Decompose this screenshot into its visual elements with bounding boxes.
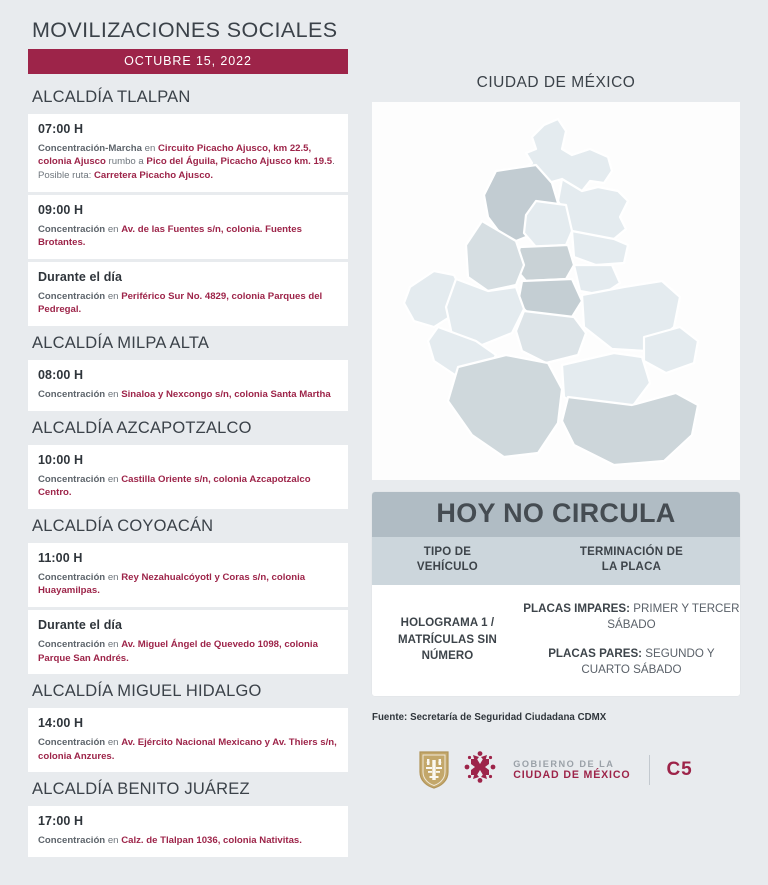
map-title: CIUDAD DE MÉXICO (476, 74, 636, 91)
event-description-part: en (105, 737, 122, 749)
cdmx-map-panel (372, 102, 740, 480)
event-description-part: en (105, 571, 122, 583)
column-header-plate-ending (523, 545, 740, 575)
source-note: Fuente: Secretaría de Seguridad Ciudadana CDMX (372, 712, 607, 724)
cdmx-shield-icon (419, 751, 449, 789)
mobilizations-column (28, 18, 348, 860)
government-wordmark-line2: CIUDAD DE MÉXICO (513, 768, 631, 781)
map-region-tlahuac (644, 327, 698, 373)
c5-logo: C5 (666, 759, 693, 781)
event-card (28, 708, 348, 772)
date-banner: OCTUBRE 15, 2022 (28, 49, 348, 74)
event-description-part: . Posible ruta: (38, 156, 335, 181)
column-header-vehicle-type-line1: TIPO DE (423, 546, 472, 558)
cdmx-map-icon (376, 105, 736, 477)
event-time: 14:00 H (38, 716, 84, 731)
event-description (38, 142, 338, 183)
event-card (28, 360, 348, 411)
event-card (28, 610, 348, 674)
vehicle-type-line2: MATRÍCULAS SIN (397, 633, 497, 646)
event-description-part: Castilla Oriente s/n, colonia Azcapotzalco Centro. (38, 473, 311, 499)
borough-title: ALCALDÍA MILPA ALTA (32, 333, 210, 352)
event-description-part: Concentración (38, 835, 106, 847)
event-card (28, 543, 348, 607)
government-wordmark-line1: GOBIERNO DE LA (513, 758, 615, 769)
event-card (28, 114, 348, 192)
vehicle-type-line1: HOLOGRAMA 1 / (400, 617, 495, 630)
column-header-plate-ending-line1: TERMINACIÓN DE (579, 546, 683, 558)
event-description-part: Concentración (38, 388, 106, 400)
event-description-part: en (141, 142, 158, 154)
event-description-part: Av. Ejército Nacional Mexicano y Av. Thiers s/n, colonia Anzures. (38, 737, 337, 762)
event-description (38, 388, 338, 402)
event-description-part: Av. Miguel Ángel de Quevedo 1098, colonia Parque San Andrés. (38, 639, 318, 664)
event-card (28, 262, 348, 326)
event-description (38, 571, 338, 598)
event-card (28, 445, 348, 509)
plate-rule-value: PRIMER Y TERCER SÁBADO (607, 602, 740, 632)
event-description-part: en (105, 473, 122, 485)
plate-rule (523, 601, 740, 633)
event-time: Durante el día (38, 269, 123, 284)
map-region-tlalpan (448, 355, 562, 457)
event-description-part: Concentración (38, 737, 106, 749)
event-description (38, 290, 338, 317)
event-description-part: Rey Nezahualcóyotl y Coras s/n, colonia Huayamilpas. (38, 571, 306, 597)
event-description (38, 638, 338, 665)
event-description-part: en (105, 290, 122, 302)
hoy-no-circula-panel (372, 492, 740, 696)
column-header-vehicle-type-line2: VEHÍCULO (416, 561, 478, 574)
map-region-milpa-alta (562, 393, 698, 465)
event-time: 17:00 H (38, 814, 84, 829)
borough-title: ALCALDÍA AZCAPOTZALCO (32, 418, 252, 437)
event-card (28, 806, 348, 857)
event-description-part: Concentración-Marcha (38, 142, 142, 154)
event-time: Durante el día (38, 618, 123, 633)
borough-sections-list (28, 83, 348, 857)
map-region-cuauhtemoc-north (524, 201, 572, 247)
page-title: MOVILIZACIONES SOCIALES (32, 18, 338, 42)
event-description-part: en (105, 835, 122, 847)
event-description (38, 834, 338, 848)
event-description-part: Av. de las Fuentes s/n, colonia. Fuentes Brotantes. (38, 223, 302, 249)
column-header-vehicle-type (372, 545, 523, 575)
government-wordmark (511, 760, 630, 781)
event-description-part: Periférico Sur No. 4829, colonia Parques del Pedregal. (38, 290, 323, 316)
hoy-no-circula-title: HOY NO CIRCULA (372, 492, 740, 537)
vehicle-type-line3: NÚMERO (421, 649, 474, 662)
event-description-part: en (105, 223, 122, 235)
plate-rules-value (523, 601, 740, 678)
plate-rule (523, 646, 740, 678)
event-description-part: rumbo a (105, 156, 147, 168)
borough-title: ALCALDÍA BENITO JUÁREZ (32, 780, 250, 799)
column-header-plate-ending-line2: LA PLACA (601, 561, 662, 574)
cdmx-x-logo-icon (460, 751, 500, 789)
event-description-part: Concentración (38, 639, 106, 651)
event-description-part: Sinaloa y Nexcongo s/n, colonia Santa Martha (121, 388, 331, 400)
event-time: 07:00 H (38, 121, 84, 136)
event-description-part: en (105, 388, 122, 400)
event-description-part: Calz. de Tlalpan 1036, colonia Nativitas. (121, 835, 302, 847)
event-time: 08:00 H (38, 367, 84, 382)
event-time: 11:00 H (38, 550, 83, 565)
event-description (38, 473, 338, 500)
event-description-part: en (105, 639, 122, 651)
plate-rule-label: PLACAS PARES: (548, 647, 643, 661)
event-description-part: Concentración (38, 223, 106, 235)
event-description (38, 736, 338, 763)
event-time: 10:00 H (38, 452, 84, 467)
event-description-part: Concentración (38, 473, 106, 485)
borough-title: ALCALDÍA TLALPAN (32, 87, 191, 106)
event-description-part: Concentración (38, 290, 106, 302)
logo-divider (649, 755, 650, 785)
event-description-part: Pico del Águila, Picacho Ajusco km. 19.5 (146, 156, 333, 168)
map-region-venustiano-carranza (572, 231, 628, 265)
event-description-part: Concentración (38, 571, 106, 583)
hoy-no-circula-data-row (372, 585, 740, 696)
map-region-coyoacan (516, 311, 586, 363)
plate-rule-label: PLACAS IMPARES: (523, 602, 631, 616)
event-description (38, 223, 338, 250)
map-and-rules-column (372, 18, 740, 789)
event-time: 09:00 H (38, 202, 84, 217)
event-card (28, 195, 348, 259)
hoy-no-circula-header-row (372, 537, 740, 585)
government-logo-bar (372, 751, 740, 789)
vehicle-type-value (372, 615, 523, 664)
plate-rule-value: SEGUNDO Y CUARTO SÁBADO (581, 647, 715, 677)
borough-title: ALCALDÍA MIGUEL HIDALGO (32, 682, 262, 701)
event-description-part: Carretera Picacho Ajusco. (94, 169, 214, 181)
event-description-part: Circuito Picacho Ajusco, km 22.5, colonia Ajusco (38, 142, 312, 168)
borough-title: ALCALDÍA COYOACÁN (32, 516, 214, 535)
